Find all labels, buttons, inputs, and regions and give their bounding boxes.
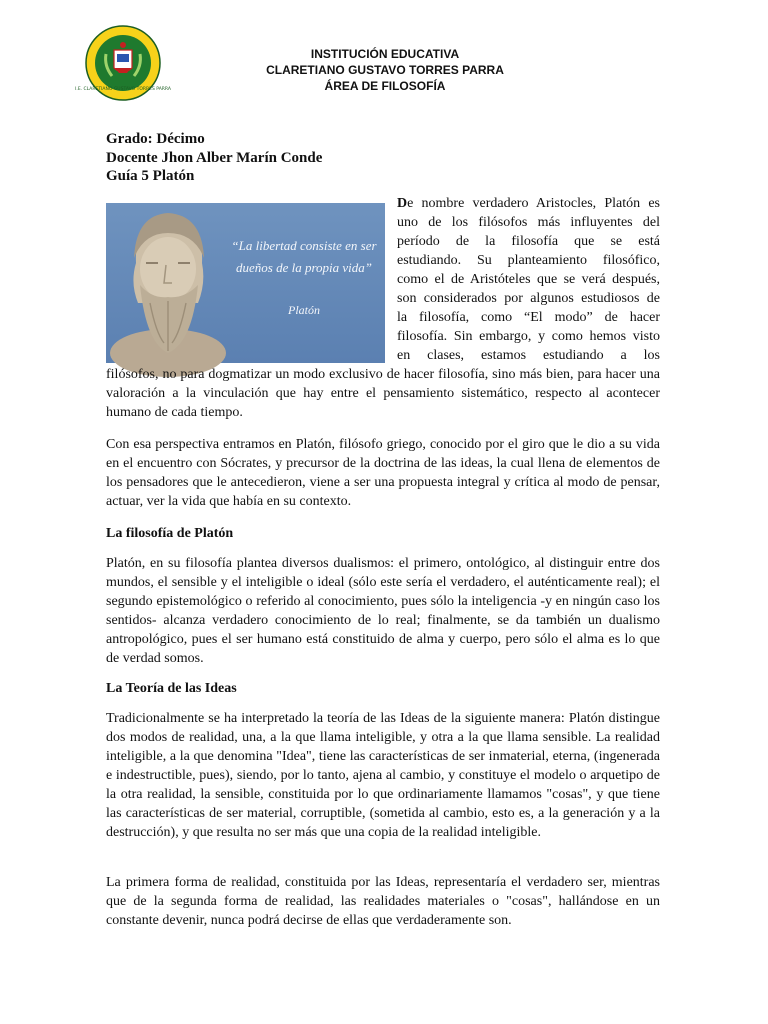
school-logo [75,24,171,102]
intro-line: filosofía. Sin embargo, y como hemos visto [397,329,660,344]
institution-name: INSTITUCIÓN EDUCATIVA [310,47,460,61]
institution-header [200,46,570,94]
institution-area: ÁREA DE FILOSOFÍA [324,79,446,93]
intro-line: como el de Aristóteles que se verá después, [397,272,660,287]
logo-caption: I.E. CLARETIANO GUSTAVO TORRES PARRA [75,87,171,92]
intro-line-text: e nombre verdadero Aristocles, Platón es [407,196,660,211]
intro-line: uno de los filósofos más influyentes del [397,215,660,230]
intro-line: la filosofía, como “El modo” de hacer [397,310,660,325]
paragraph-context: Con esa perspectiva entramos en Platón, filósofo griego, conocido por el giro que le dio a su vida en el encuentro con Sócrates, y precursor de la doctrina de las ideas, la cual llena de elementos de los pensadores que le antecedieron, viene a ser una propuesta integral y crítica al modo de pensar, actuar, ver la vida que había en su contexto. [106,437,660,509]
section-philosophy-body: Platón, en su filosofía plantea diversos dualismos: el primero, ontológico, al distinguir entre dos mundos, el sensible y el inteligible o ideal (sólo este sería el verdadero, el auténticamente real); el segundo epistemológico o referido al conocimiento, pues sólo la inteligencia -y en ningún caso los sentidos- alcanza verdadero conocimiento de lo real; finalmente, se da también un dualismo antropológico, pues el ser humano está constituido de alma y cuerpo, pero sólo el alma es lo que de verdad somos. [106,556,660,666]
plato-quote-image [106,203,385,363]
dropcap: D [397,196,408,211]
teacher-label: Docente Jhon Alber Marín Conde [106,149,323,166]
guide-title: Guía 5 Platón [106,168,195,184]
institution-school: CLARETIANO GUSTAVO TORRES PARRA [266,63,504,77]
grade-label: Grado: Décimo [106,131,205,147]
intro-line: período de la filosofía que se está [397,234,660,249]
intro-paragraph-continued: filósofos, no para dogmatizar un modo exclusivo de hacer filosofía, sino más bien, para hacer una valoración a la vinculación que hay entre el pensamiento sistemático, respecto al acontecer humano de cada tiempo. [106,367,660,420]
quote-author: Platón [288,303,320,317]
plato-bust-illustration [106,203,385,363]
intro-line [397,194,660,213]
intro-line: en clases, estamos estudiando a los [397,348,660,363]
quote-text: “La libertad consiste en ser dueños de la propia vida” [231,238,377,275]
intro-line: estudiando. Su planteamiento filosófico, [397,253,660,268]
section-ideas-body: Tradicionalmente se ha interpretado la teoría de las Ideas de la siguiente manera: Platón distingue dos modos de realidad, una, a la que llama inteligible, y otra a la que llama sensible. La realidad inteligible, a la que denomina "Idea", tiene las características de ser inmaterial, eterna, (ingenerada e indestructible, pues), siendo, por lo tanto, ajena al cambio, y constituye el modelo o arquetipo de la otra realidad, la sensible, constituida por lo que ordinariamente llamamos "cosas", y que tiene las características de ser material, corruptible, (sometida al cambio, esto es, a la generación y a la destrucción), y que resulta no ser más que una copia de la realidad inteligible. [106,711,660,840]
guide-meta [106,130,322,186]
intro-line: son considerados por algunos estudiosos de [397,291,660,306]
section-heading-philosophy: La filosofía de Platón [106,526,234,541]
section-heading-ideas: La Teoría de las Ideas [106,681,237,696]
section-ideas-body-2: La primera forma de realidad, constituida por las Ideas, representaría el verdadero ser, mientras que de la segunda forma de realidad, las realidades materiales o "cosas", hallándose en un constante devenir, nunca podrá decirse de ellas que verdaderamente son. [106,875,660,928]
intro-paragraph-side [397,194,660,365]
